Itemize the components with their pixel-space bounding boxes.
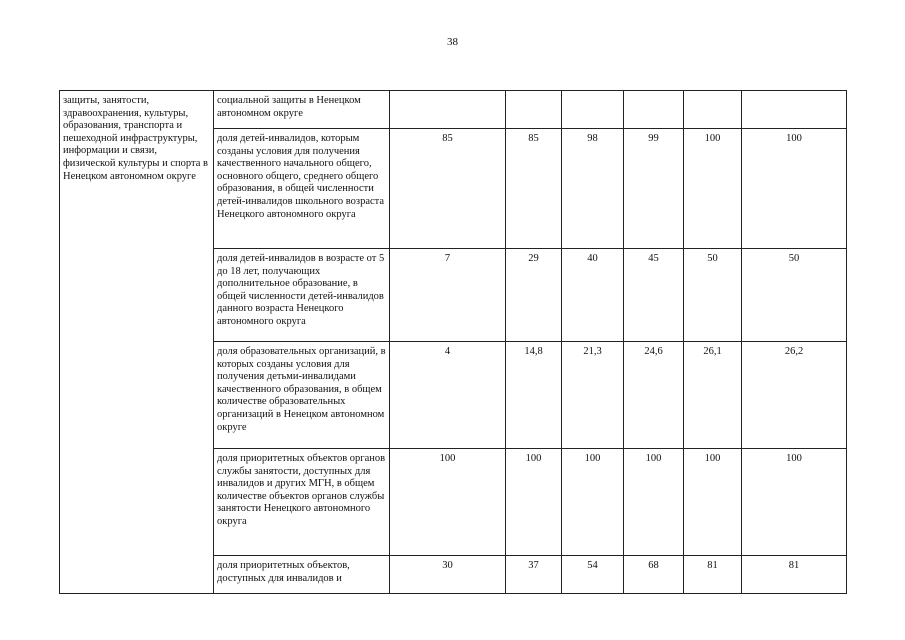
indicator-label: доля детей-инвалидов, которым созданы условия для получения качественного начального общего, основного общего, среднего общего образования, в общей численности детей-инвалидов школьного возраста Ненецкого автономного округа [214,129,390,249]
value-cell: 100 [684,449,742,556]
value-cell: 50 [742,249,847,342]
value-cell: 26,1 [684,342,742,449]
value-cell: 81 [742,556,847,594]
indicator-label: социальной защиты в Ненецком автономном округе [214,91,390,129]
value-cell: 99 [624,129,684,249]
value-cell [684,91,742,129]
value-cell: 24,6 [624,342,684,449]
indicator-table [59,90,847,594]
value-cell: 85 [390,129,506,249]
value-cell [742,91,847,129]
value-cell: 4 [390,342,506,449]
value-cell: 68 [624,556,684,594]
value-cell: 40 [562,249,624,342]
indicator-label: доля приоритетных объектов, доступных для инвалидов и [214,556,390,594]
value-cell: 100 [742,449,847,556]
value-cell: 50 [684,249,742,342]
value-cell: 100 [742,129,847,249]
page-number: 38 [447,36,458,48]
value-cell: 100 [506,449,562,556]
value-cell: 21,3 [562,342,624,449]
value-cell: 29 [506,249,562,342]
table-row [60,91,847,129]
value-cell: 98 [562,129,624,249]
value-cell: 54 [562,556,624,594]
value-cell: 100 [624,449,684,556]
indicator-label: доля детей-инвалидов в возрасте от 5 до 18 лет, получающих дополнительное образование, в общей численности детей-инвалидов данного возраста Ненецкого автономного округа [214,249,390,342]
value-cell: 26,2 [742,342,847,449]
value-cell: 85 [506,129,562,249]
value-cell: 45 [624,249,684,342]
value-cell: 100 [390,449,506,556]
value-cell [562,91,624,129]
indicator-label: доля образовательных организаций, в которых созданы условия для получения детьми-инвалидами качественного образования, в общем количестве образовательных организаций в Ненецком автономном округе [214,342,390,449]
value-cell [506,91,562,129]
value-cell: 100 [684,129,742,249]
value-cell: 14,8 [506,342,562,449]
value-cell: 37 [506,556,562,594]
value-cell: 7 [390,249,506,342]
value-cell: 30 [390,556,506,594]
program-name-cell: защиты, занятости, здравоохранения, культуры, образования, транспорта и пешеходной инфраструктуры, информации и связи, физической культуры и спорта в Ненецком автономном округе [60,91,214,594]
indicator-label: доля приоритетных объектов органов службы занятости, доступных для инвалидов и других МГН, в общем количестве объектов органов службы занятости Ненецкого автономного округа [214,449,390,556]
value-cell: 100 [562,449,624,556]
value-cell: 81 [684,556,742,594]
value-cell [390,91,506,129]
value-cell [624,91,684,129]
